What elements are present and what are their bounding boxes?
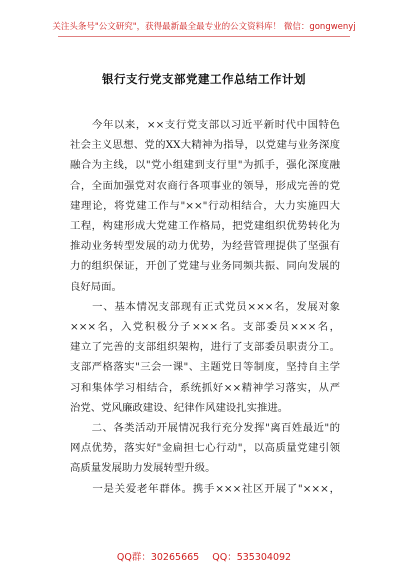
body-text-line: 习和集体学习相结合，系统抓好××精神学习落实，从严 xyxy=(70,381,340,394)
body-text-line: 高质量发展助力发展转型升级。 xyxy=(70,462,216,475)
body-text-line: 融合为主线，以"党小组建到支行里"为抓手，强化深度融 xyxy=(70,159,340,172)
body-text-line: 工程，构建形成大党建工作格局，把党建组织优势转化为 xyxy=(70,220,340,233)
document-title: 银行支行党支部党建工作总结工作计划 xyxy=(102,72,306,86)
body-text-line: 社会主义思想、党的XX大精神为指导，以党建与业务深度 xyxy=(70,139,340,152)
body-text-line: 一、基本情况支部现有正式党员×××名，发展对象 xyxy=(70,300,340,313)
body-text-line: 建立了完善的支部组织架构，进行了支部委员职责分工。 xyxy=(70,341,340,354)
body-text-line: 合，全面加强党对农商行各项事业的领导，形成完善的党 xyxy=(70,179,340,192)
body-text-line: 建理论，将党建工作与"××"行动相结合，大力实施四大 xyxy=(70,199,340,212)
document-body xyxy=(70,115,340,499)
footer-qq-group: QQ群：30265665 xyxy=(116,552,200,563)
body-text-line: 力的组织保证，开创了党建与业务同频共振、同向发展的 xyxy=(70,260,340,273)
body-text-line: 治党、党风廉政建设、纪律作风建设扎实推进。 xyxy=(70,401,289,414)
page-footer xyxy=(0,549,408,563)
body-text-line: 今年以来，××支行党支部以习近平新时代中国特色 xyxy=(70,119,340,131)
body-text-line: ×××名，入党积极分子×××名。支部委员×××名， xyxy=(70,321,340,334)
header-divider xyxy=(58,36,350,37)
body-text-line: 良好局面。 xyxy=(70,280,122,293)
body-text-line: 推动业务转型发展的动力优势，为经营管理提供了坚强有 xyxy=(70,240,340,253)
body-text-line: 网点优势，落实好"金扁担七心行动"，以高质量党建引领 xyxy=(70,442,340,455)
body-text-line: 一是关爱老年群体。携手×××社区开展了"×××， xyxy=(70,482,340,495)
body-text-line: 二、各类活动开展情况我行充分发挥"离百姓最近"的 xyxy=(70,422,340,435)
footer-qq-contact: QQ：535304092 xyxy=(212,552,292,563)
page-header-banner: 关注头条号"公文研究"，获得最新最全最专业的公文资料库！ 微信：gongwenyj xyxy=(52,22,356,32)
body-text-line: 支部严格落实"三会一课"、主题党日等制度，坚持自主学 xyxy=(70,361,340,374)
